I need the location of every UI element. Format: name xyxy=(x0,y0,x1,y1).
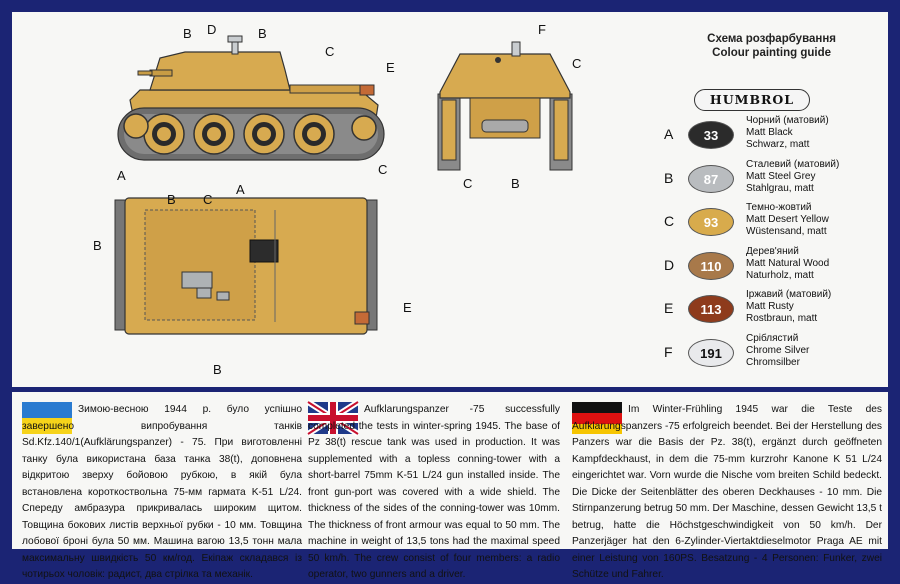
tank-front-view xyxy=(430,34,580,174)
description-german: Im Winter-Frühling 1945 war die Teste des Aufklarungspanzers -75 erfolgreich beendet. Bei der Herstellung des Panzers war die Basis der Pz. 38(t), ergänzt durch geöffneten Kampfdeckhaust, in dem die 75-mm kurzrohr Kanone K 51 L/24 eingerichtet war. Vorn wurde die Nische vom breiten Schild bedeckt. Die Dicke der Seitenblätter des oberen Deckhauses - 10 mm. Die Stirnpanzerung betrug 50 mm. Der Maschine, dessen Gewicht 13,5 t betrug, hatte die Höchstgeschwindigkeit von 50 km/h. Der Panzerjäger hat den 6-Zylinder-Viertaktdieselmotor Praga AE mit einer Leistung von 160PS. Besatzung - 4 Personen: Funker, zwei Schütze und Fahrer. xyxy=(572,404,882,580)
swatch-letter: D xyxy=(664,256,675,273)
color-name-de: Schwarz, matt xyxy=(746,139,810,150)
callout-b: B xyxy=(167,192,176,207)
callout-a: A xyxy=(236,182,245,197)
color-name-de: Rostbraun, matt xyxy=(746,313,818,324)
swatch-description xyxy=(746,289,831,325)
swatch-description xyxy=(746,159,839,195)
color-swatch-row xyxy=(664,333,874,375)
color-name-ua: Темно-жовтий xyxy=(746,202,812,213)
swatch-letter: C xyxy=(664,213,675,229)
callout-b: B xyxy=(511,176,520,191)
callout-c: C xyxy=(572,56,582,71)
color-swatch-row xyxy=(664,202,874,244)
callout-b: B xyxy=(258,26,267,41)
color-name-en: Matt Desert Yellow xyxy=(746,214,829,225)
color-name-ua: Сталевий (матовий) xyxy=(746,158,840,170)
swatch-color-chip: 33 xyxy=(688,121,734,149)
callout-f: F xyxy=(538,22,546,37)
swatch-description xyxy=(746,202,829,238)
color-name-ua: Дерев'яний xyxy=(746,245,799,257)
color-name-ua: Чорний (матовий) xyxy=(746,115,829,126)
swatch-letter: A xyxy=(664,126,674,142)
description-ukrainian: Зимою-весною 1944 р. було успішно завершено випробування танків Sd.Kfz.140/1(Aufklärungspanzer) - 75. При виготовленні танку була використана база танка 38(t), доповнена відкритою зверху бойовою рубкою, в якій була встановлена короткоствольна 75-мм гармата K-51 L/24. Спереду амбразура прикривалась широким щитом. Товщина бокових листів верхньої рубки - 10 мм. Товщина лобової броні була 50 мм. Машина вагою 13,5 тонн мала максимальну швидкість 50 км/год. Екіпаж складався із чотирьох чоловік: радист, два стрілка та механік. xyxy=(22,404,302,580)
callout-b: B xyxy=(213,362,222,377)
swatch-color-chip: 191 xyxy=(688,339,734,367)
guide-title-ua: Схема розфарбування xyxy=(707,33,836,45)
color-swatch-row xyxy=(664,159,874,201)
callout-b: B xyxy=(183,26,192,41)
callout-a: A xyxy=(117,168,126,183)
color-name-en: Matt Natural Wood xyxy=(746,257,830,269)
color-swatch-row xyxy=(664,246,874,288)
guide-title-en: Colour painting guide xyxy=(712,47,831,59)
color-name-en: Matt Steel Grey xyxy=(746,170,816,182)
swatch-color-chip: 93 xyxy=(688,208,734,236)
swatch-description xyxy=(746,115,829,151)
guide-title xyxy=(707,32,836,60)
color-name-de: Stahlgrau, matt xyxy=(746,182,814,194)
tank-side-view xyxy=(100,30,400,170)
color-name-de: Naturholz, matt xyxy=(746,269,814,281)
color-name-ua: Сріблястий xyxy=(746,332,799,344)
color-name-en: Matt Rusty xyxy=(746,301,794,312)
callout-e: E xyxy=(403,300,412,315)
humbrol-logo: HUMBROL xyxy=(694,89,810,111)
swatch-description xyxy=(746,246,829,282)
swatch-letter: E xyxy=(664,300,674,316)
description-english: Aufklarungspanzer -75 successfully completed the tests in winter-spring 1945. The base of Pz 38(t) rescue tank was used in production. It was supplemented with a topless conning-tower with a short-barrel 75mm K-51 L/24 gun installed inside. The front gun-port was covered with a wide shield. The thickness of the sides of the conning-tower was 10mm. The thickness of front armour was equal to 50 mm. The machine in weight of 13,5 tons had the maximal speed 50 km/h. The crew consist of four members: a radio operator, two gunners and a driver. xyxy=(308,404,560,580)
callout-c: C xyxy=(325,44,335,59)
callout-d: D xyxy=(207,22,217,37)
tank-top-view xyxy=(115,192,385,347)
swatch-color-chip: 113 xyxy=(688,295,734,323)
color-swatch-row xyxy=(664,115,874,157)
callout-e: E xyxy=(386,60,395,75)
color-name-de: Wüstensand, matt xyxy=(746,226,827,237)
callout-c: C xyxy=(463,176,473,191)
swatch-color-chip: 110 xyxy=(688,252,734,280)
color-name-de: Chromsilber xyxy=(746,356,800,368)
callout-b: B xyxy=(93,238,102,253)
color-name-en: Chrome Silver xyxy=(746,344,810,356)
callout-c: C xyxy=(203,192,213,207)
swatch-letter: F xyxy=(664,343,673,360)
color-swatch-row xyxy=(664,289,874,331)
callout-c: C xyxy=(378,162,388,177)
color-name-ua: Іржавий (матовий) xyxy=(746,289,832,300)
color-name-en: Matt Black xyxy=(746,127,793,138)
swatch-letter: B xyxy=(664,169,674,186)
swatch-description xyxy=(746,333,809,369)
swatch-color-chip: 87 xyxy=(688,165,734,193)
